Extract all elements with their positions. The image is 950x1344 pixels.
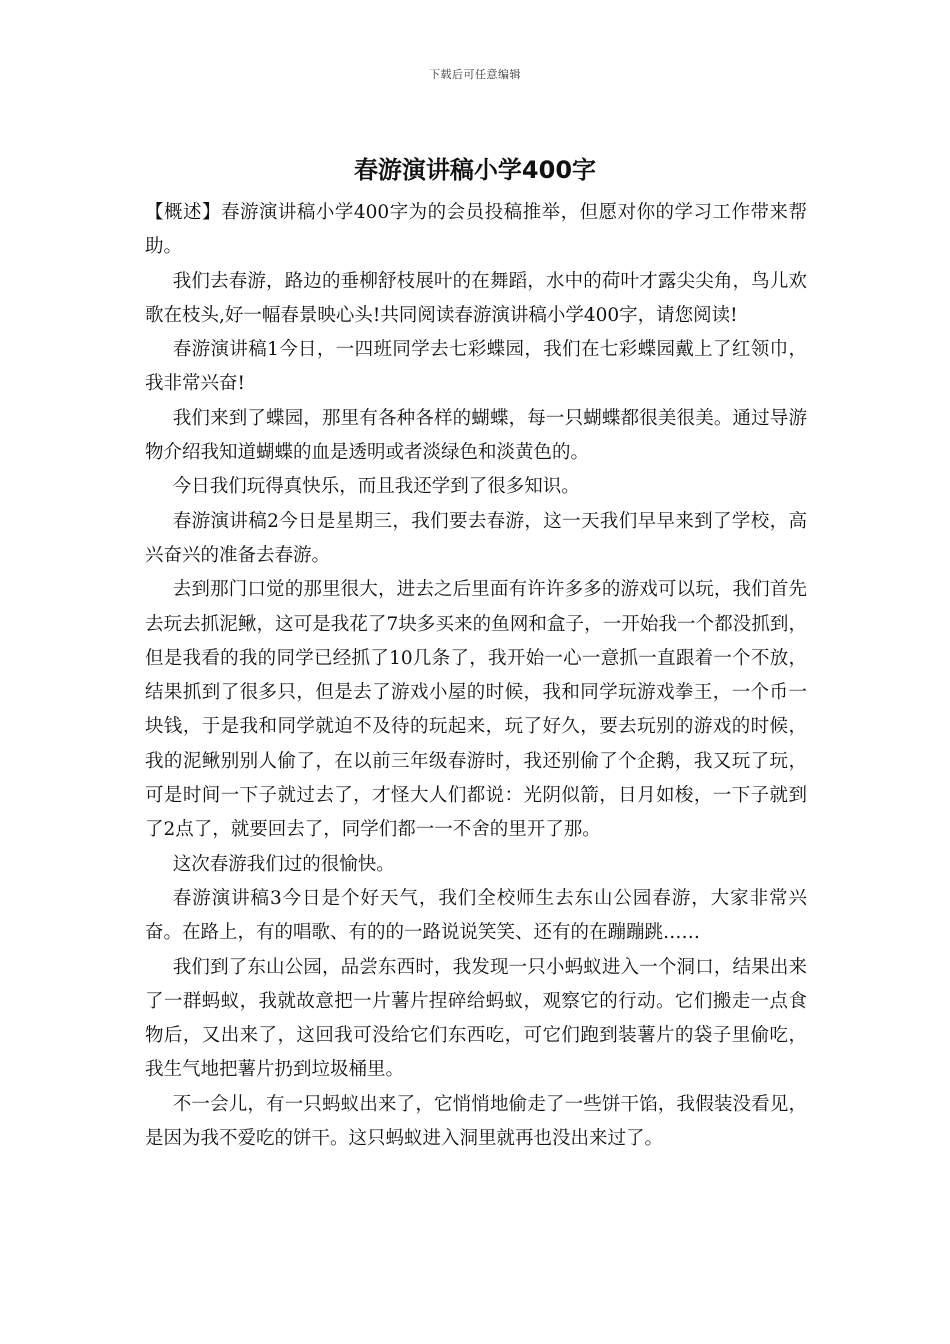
body-paragraph: 春游演讲稿2今日是星期三，我们要去春游，这一天我们早早来到了学校，高兴奋兴的准备去春游。: [145, 510, 807, 566]
document-body: [145, 196, 807, 1156]
body-paragraph: 我们到了东山公园，品尝东西时，我发现一只小蚂蚁进入一个洞口，结果出来了一群蚂蚁，我就故意把一片薯片捏碎给蚂蚁，观察它的行动。它们搬走一点食物后，又出来了，这回我可没给它们东西吃，可它们跑到装薯片的袋子里偷吃，我生气地把薯片扔到垃圾桶里。: [145, 956, 807, 1081]
body-paragraph: 我们来到了蝶园，那里有各种各样的蝴蝶，每一只蝴蝶都很美很美。通过导游物介绍我知道蝴蝶的血是透明或者淡绿色和淡黄色的。: [145, 407, 807, 464]
body-paragraph: 春游演讲稿1今日，一四班同学去七彩蝶园，我们在七彩蝶园戴上了红领巾，我非常兴奋!: [145, 339, 807, 395]
body-paragraph: 去到那门口觉的那里很大，进去之后里面有许许多多的游戏可以玩，我们首先去玩去抓泥鳅，这可是我花了7块多买来的鱼网和盒子，一开始我一个都没抓到，但是我看的我的同学已经抓了10几条了，我开始一心一意抓一直跟着一个不放，结果抓到了很多只，但是去了游戏小屋的时候，我和同学玩游戏拳王，一个币一块钱，于是我和同学就迫不及待的玩起来，玩了好久，要去玩别的游戏的时候，我的泥鳅别别人偷了，在以前三年级春游时，我还别偷了个企鹅，我又玩了玩，可是时间一下子就过去了，才怪大人们都说：光阴似箭，日月如梭，一下子就到了2点了，就要回去了，同学们都一一不舍的里开了那。: [145, 579, 807, 841]
body-paragraph: 今日我们玩得真快乐，而且我还学到了很多知识。: [172, 476, 580, 498]
body-paragraph: 这次春游我们过的很愉快。: [172, 853, 395, 875]
body-paragraph: 不一会儿，有一只蚂蚁出来了，它悄悄地偷走了一些饼干馅，我假装没看见，是因为我不爱吃的饼干。这只蚂蚁进入洞里就再也没出来过了。: [145, 1093, 807, 1150]
summary-paragraph: 【概述】春游演讲稿小学400字为的会员投稿推举，但愿对你的学习工作带来帮助。: [145, 202, 807, 258]
header-note: 下载后可任意编辑: [429, 68, 521, 81]
document-title: 春游演讲稿小学400字: [353, 156, 597, 184]
body-paragraph: 我们去春游，路边的垂柳舒枝展叶的在舞蹈，水中的荷叶才露尖尖角，鸟儿欢歌在枝头,好一幅春景映心头!共同阅读春游演讲稿小学400字，请您阅读!: [145, 270, 807, 326]
body-paragraph: 春游演讲稿3今日是个好天气，我们全校师生去东山公园春游，大家非常兴奋。在路上，有的唱歌、有的的一路说说笑笑、还有的在蹦蹦跳……: [145, 887, 807, 944]
